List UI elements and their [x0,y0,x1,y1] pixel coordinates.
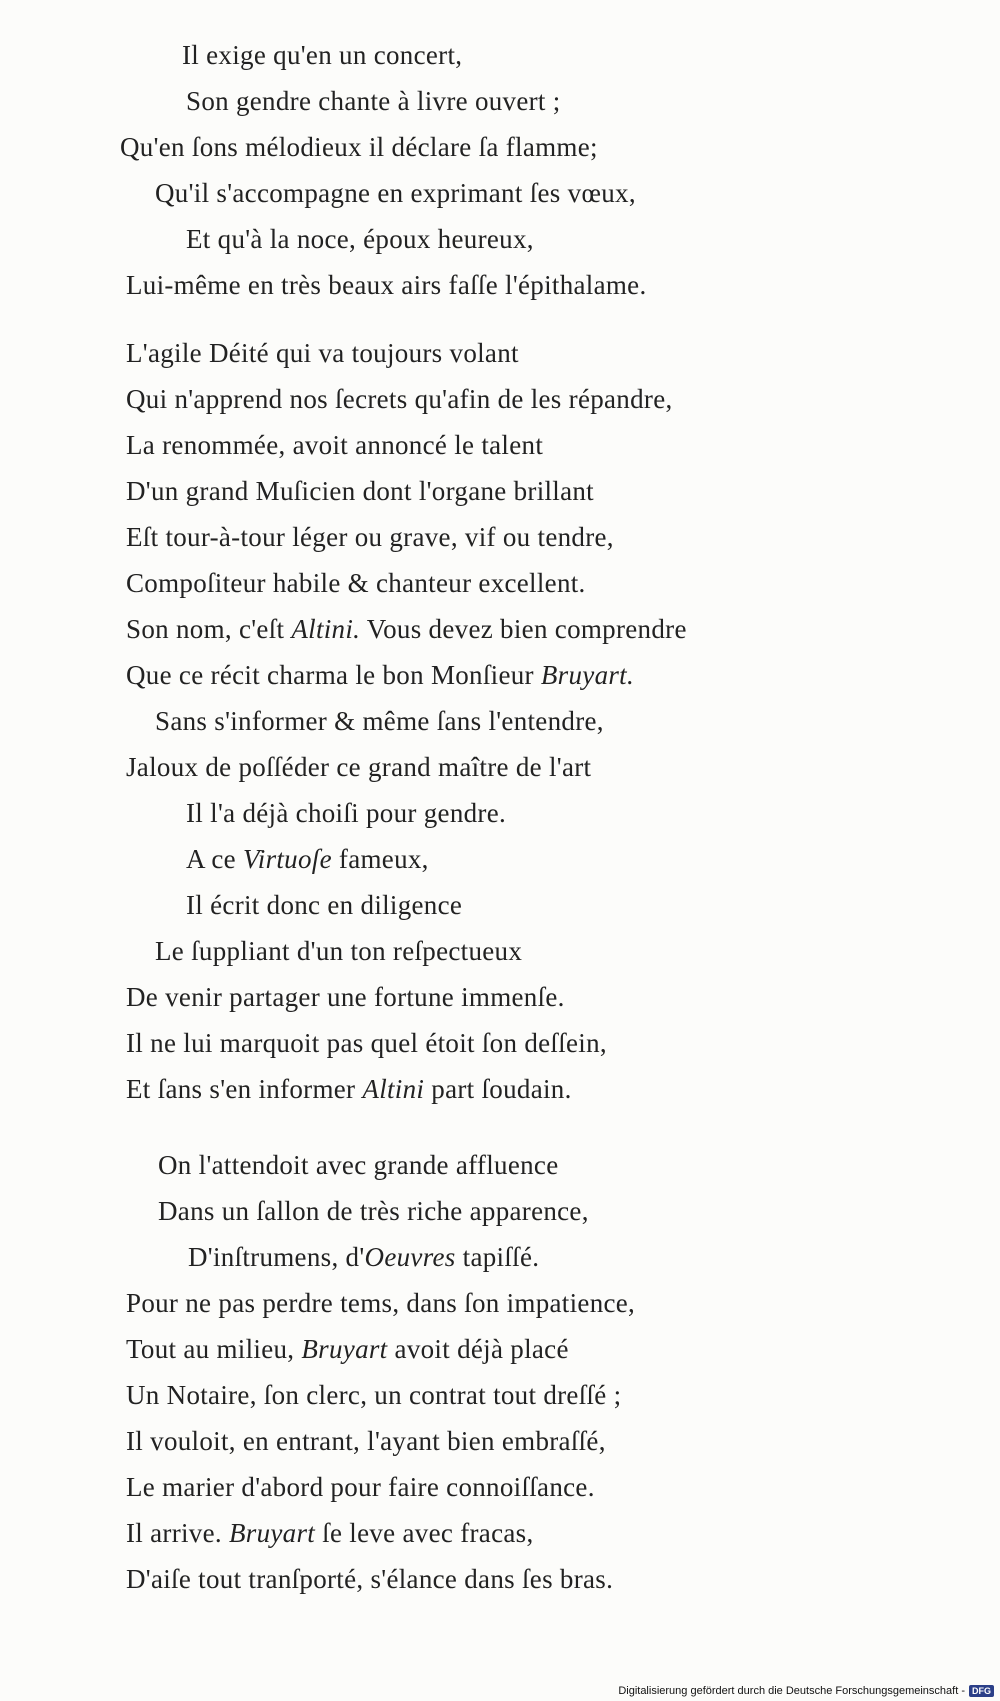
italic-text: Bruyart [229,1518,316,1548]
verse-line [182,40,462,71]
verse-line [126,1426,606,1457]
verse-text: Lui-même en très beaux airs faſſe l'épithalame. [126,270,647,300]
verse-text: A ce [186,844,243,874]
verse-line [186,890,462,921]
italic-text: Bruyart [301,1334,388,1364]
verse-text: avoit déjà placé [387,1334,569,1364]
verse-text: part ſoudain. [424,1074,572,1104]
digitization-footer [618,1685,994,1697]
verse-line [126,476,594,507]
verse-line [126,568,586,599]
verse-text: Le ſuppliant d'un ton reſpectueux [155,936,523,966]
verse-line [126,1380,621,1411]
verse-line [126,1472,595,1503]
verse-text: Qu'en ſons mélodieux il déclare ſa flamme; [120,132,598,162]
verse-line [126,522,614,553]
verse-text: Pour ne pas perdre tems, dans ſon impatience, [126,1288,636,1318]
verse-line [188,1242,539,1273]
verse-text: Sans s'informer & même ſans l'entendre, [155,706,604,736]
verse-line [126,1074,572,1105]
verse-text: Qui n'apprend nos ſecrets qu'afin de les répandre, [126,384,673,414]
verse-text: Son nom, c'eſt [126,614,292,644]
italic-text: Bruyart. [540,660,635,690]
verse-text: De venir partager une fortune immenſe. [126,982,565,1012]
verse-text: D'inſtrumens, d' [188,1242,365,1272]
verse-text: D'aiſe tout tranſporté, s'élance dans ſes bras. [126,1564,614,1594]
verse-line [155,706,604,737]
verse-text: Dans un ſallon de très riche apparence, [158,1196,589,1226]
verse-text: Il arrive. [126,1518,229,1548]
verse-text: Que ce récit charma le bon Monſieur [126,660,541,690]
verse-line [126,430,543,461]
verse-line [158,1196,589,1227]
italic-text: Altini. [291,614,361,644]
verse-text: L'agile Déité qui va toujours volant [126,338,519,368]
verse-text: La renommée, avoit annoncé le talent [126,430,544,460]
verse-text: D'un grand Muſicien dont l'organe brillant [126,476,594,506]
verse-line [126,1288,635,1319]
verse-line [186,798,506,829]
dfg-logo: DFG [969,1685,994,1697]
verse-text: On l'attendoit avec grande affluence [158,1150,559,1180]
verse-text: ſe leve avec fracas, [315,1518,534,1548]
verse-line [126,1518,534,1549]
verse-line [126,1334,569,1365]
verse-text: Eſt tour-à-tour léger ou grave, vif ou tendre, [126,522,614,552]
verse-line [126,614,687,645]
verse-text: Un Notaire, ſon clerc, un contrat tout dreſſé ; [126,1380,622,1410]
verse-line [126,752,591,783]
footer-text: Digitalisierung gefördert durch die Deutsche Forschungsgemeinschaft - [618,1685,965,1697]
verse-text: Le marier d'abord pour faire connoiſſance. [126,1472,595,1502]
verse-text: Qu'il s'accompagne en exprimant ſes vœux, [155,178,636,208]
verse-text: Tout au milieu, [126,1334,302,1364]
verse-text: Compoſiteur habile & chanteur excellent. [126,568,586,598]
italic-text: Oeuvres [364,1242,456,1272]
verse-line [126,338,519,369]
verse-text: tapiſſé. [455,1242,540,1272]
verse-line [155,936,522,967]
verse-line [186,224,534,255]
italic-text: Virtuoſe [242,844,332,874]
verse-text: Vous devez bien comprendre [360,614,687,644]
verse-line [126,270,647,301]
verse-line [126,982,565,1013]
verse-text: Et qu'à la noce, époux heureux, [186,224,534,254]
verse-line [120,132,598,163]
verse-line [126,1564,613,1595]
verse-line [126,660,634,691]
verse-text: Son gendre chante à livre ouvert ; [186,86,561,116]
verse-text: Jaloux de poſſéder ce grand maître de l'art [126,752,592,782]
italic-text: Altini [362,1074,425,1104]
verse-line [155,178,636,209]
verse-line [186,86,561,117]
verse-text: Il écrit donc en diligence [186,890,463,920]
verse-text: Il ne lui marquoit pas quel étoit ſon deſſein, [126,1028,607,1058]
verse-line [126,384,673,415]
verse-line [158,1150,558,1181]
verse-text: Il vouloit, en entrant, l'ayant bien embraſſé, [126,1426,606,1456]
verse-line [126,1028,607,1059]
verse-text: fameux, [331,844,429,874]
verse-text: Et ſans s'en informer [126,1074,363,1104]
verse-text: Il l'a déjà choiſi pour gendre. [186,798,507,828]
verse-line [186,844,429,875]
verse-text: Il exige qu'en un concert, [182,40,463,70]
